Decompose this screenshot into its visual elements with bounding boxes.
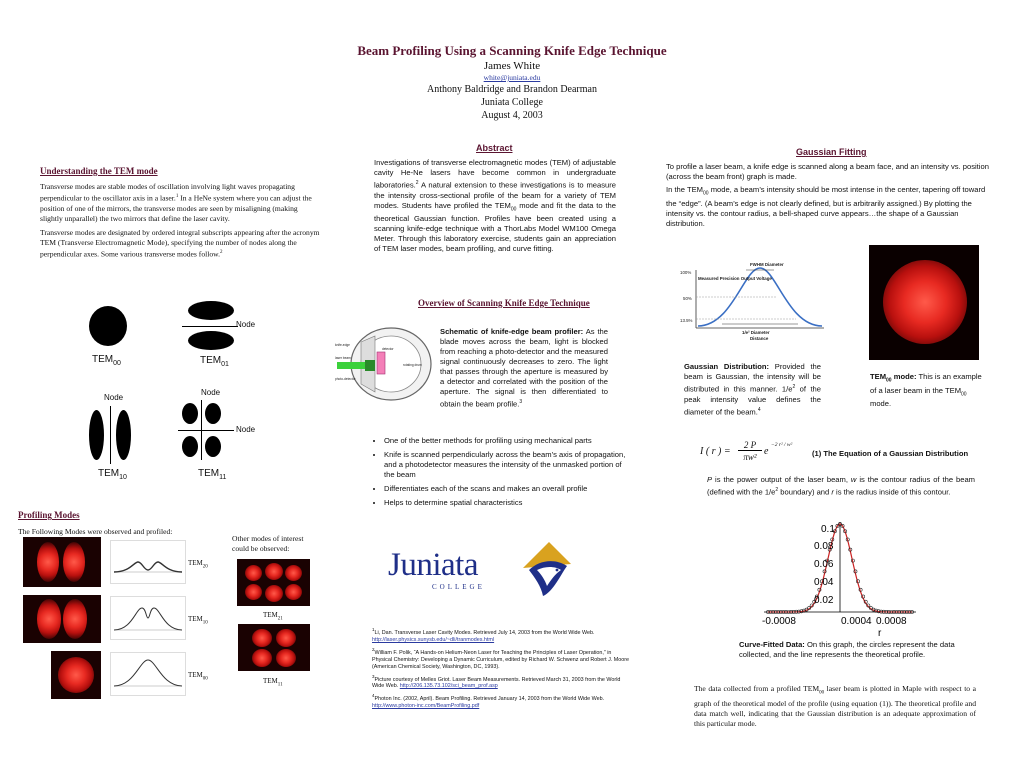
tem-section-body <box>40 182 320 259</box>
fit-y-tick-label: 0.08 <box>814 541 834 552</box>
abstract-heading: Abstract <box>476 143 513 153</box>
tem10-profile-label: $TEM_{10}$ <box>188 615 208 626</box>
tem10-lobe-left <box>89 410 104 460</box>
fit-y-tick-label: 0.1 <box>821 524 835 535</box>
tem-para2: Transverse modes are designated by ordered integral subscripts appearing after the acronym TEM (Transverse Electromagnetic Mode), specifying the number of nodes along the perpendicular axes. Some various transverse modes follow. <box>40 227 320 259</box>
juniata-logo-text: Juniata <box>388 547 478 583</box>
coauthors: Anthony Baldridge and Brandon Dearman <box>427 84 597 95</box>
abstract-body: Investigations of transverse electromagnetic modes (TEM) of adjustable cavity He-Ne lasers have become common in undergraduate laboratories.$^2$ A natural extension to these investigations is to measure the intensity cross-sectional profile of the beam for a variety of TEM modes. Students have profiled the $TEM_{00}$ mode and fit the data to the theoretical Gaussian function. Profiles have been created using a scanning knife-edge technique with a ThorLabs Model WM100 Omega Meter. Through this laboratory exercise, students gain an appreciation of TEM laser modes, beam profiling, and curve fitting. <box>374 158 616 254</box>
fwhm-label: FWHM Diameter <box>750 262 784 267</box>
pct-100-label: 100% <box>680 270 692 275</box>
tem20-profile-plot <box>110 540 186 584</box>
references-list <box>372 626 630 710</box>
institution: Juniata College <box>481 97 543 108</box>
gaussian-body <box>666 162 996 229</box>
fit-x-axis-label: r <box>878 628 882 638</box>
tem10-node-label: Node <box>104 393 124 402</box>
equation-label: (1) The Equation of a Gaussian Distribution <box>812 449 969 458</box>
fit-y-tick-label: 0.04 <box>814 577 834 588</box>
tem01-label: $TEM_{01}$ <box>200 355 229 368</box>
reference-item: $^2$William F. Polik, “A Hands-on Helium-Neon Laser for Teaching the Principles of Laser Operation,” in Physical Chemistry: Developing a Dynamic Curriculum, edited by Richard W. Schwenz and Robert J. Moore (American Chemical Society, Washington, DC, 1993). <box>372 646 630 670</box>
overview-heading: Overview of Scanning Knife Edge Technique <box>418 298 590 308</box>
bullet-item: • Knife is scanned perpendicularly across the beam’s axis of propagation, and a photodetector measures the intensity of the unmasked portion of the beam <box>384 450 628 480</box>
fit-x-tick-label: 0.0008 <box>876 616 907 627</box>
tem-para1-ref: 1 <box>175 194 179 199</box>
poster-date: August 4, 2003 <box>481 110 543 121</box>
other-modes-label: Other modes of interest could be observed: <box>232 534 304 553</box>
gaussian-para2: In the $TEM_{00}$ mode, a beam’s intensity should be most intense in the center, tapering off toward the “edge”. (A beam’s edge is not clearly defined, but is arbitrarily assigned.) By plotting the intensity vs. the contour radius, a bell-shaped curve appears…the shape of a Gaussian distribution. <box>666 185 986 228</box>
gaussian-para1: To profile a laser beam, a knife edge is scanned along a beam face, and an intensity vs. position (across the beam front) graph is made. <box>666 162 989 181</box>
gaussian-heading: Gaussian Fitting <box>796 147 867 157</box>
knife-edge-schematic <box>335 322 435 404</box>
tem00-beam-image <box>51 651 101 699</box>
reference-link[interactable]: http://206.135.73.102/sci_beam_prof.asp <box>399 683 498 690</box>
profiling-heading: Profiling Modes <box>18 510 80 520</box>
reference-link[interactable]: http://laser.physics.sunysb.edu/~dli/tranmodes.html <box>372 636 495 643</box>
fit-x-tick-label: 0.0004 <box>841 616 872 627</box>
tem10-profile-plot <box>110 596 186 640</box>
poster-title: Beam Profiling Using a Scanning Knife Edge Technique <box>357 43 667 58</box>
bullet-item: • Helps to determine spatial characteristics <box>384 498 628 508</box>
tem10-node-line <box>110 406 111 464</box>
pct-50-label: 50% <box>683 296 692 301</box>
juniata-logo-subtext: COLLEGE <box>432 583 485 591</box>
profiling-intro: The Following Modes were observed and profiled: <box>18 527 173 536</box>
bullet-item: • One of the better methods for profiling using mechanical parts <box>384 436 628 446</box>
tem11-other-label: $TEM_{11}$ <box>263 677 283 688</box>
poster-header <box>262 43 762 122</box>
distance-label: Distance <box>750 336 769 341</box>
tem-para2-ref: 2 <box>220 249 223 255</box>
author-email-link[interactable]: white@juniata.edu <box>483 73 541 82</box>
tem21-label: $TEM_{21}$ <box>263 611 283 622</box>
gaussian-distribution-caption: Gaussian Distribution: Provided the beam is Gaussian, the intensity will be distributed in this manner. $1/e^2$ of the peak intensity value defines the diameter of the beam.$^4$ <box>684 362 822 417</box>
tem-para1-b: In a HeNe system where you can adjust the position of one of the mirrors, the transverse modes are seen by misaligning (making slightly unparallel) the two mirrors that define the laser cavity. <box>40 193 312 223</box>
label-detector: detector <box>382 347 394 351</box>
tem11-node-label-top: Node <box>201 388 221 397</box>
tem10-lobe-right <box>116 410 131 460</box>
fit-y-tick-label: 0.02 <box>814 595 834 606</box>
tem11-beam-image <box>238 624 310 671</box>
tem11-lobe-2 <box>205 403 221 424</box>
schematic-caption: Schematic of knife-edge beam profiler: As the blade moves across the beam, light is blocked from reaching a photo-detector and the measured signal continuously decreases to zero. The light that passes through the aperture is measured by a detector and correlated with the position of the aperture. The signal is then differentiated to obtain the beam profile.$^3$ <box>440 327 608 409</box>
tem-para1: Transverse modes are stable modes of oscillation involving light waves propagating perpendicular to the oscillator axis in a laser. <box>40 182 295 203</box>
reference-link[interactable]: http://www.photon-inc.com/BeamProfiling.pdf <box>372 703 480 710</box>
tem00-profile-plot <box>110 652 186 696</box>
reference-item: $^4$Photon Inc. (2002, April). Beam Profiling. Retrieved January 14, 2003 from the World Wide Web. http://www.photon-inc.com/BeamProfiling.pdf <box>372 693 605 710</box>
tem00-mode-caption: $TEM_{00}$ mode: This is an example of a laser beam in the $TEM_{00}$ mode. <box>870 372 982 409</box>
fit-x-tick-label: -0.0008 <box>762 616 796 627</box>
tem20-label: $TEM_{20}$ <box>188 559 208 570</box>
tem-mode-diagram <box>80 296 280 486</box>
pct-13-label: 13.5% <box>680 318 693 323</box>
tem11-node-label-right: Node <box>236 425 256 434</box>
equation-description: P is the power output of the laser beam, w is the contour radius of the beam (defined with the $1/e^2$ boundary) and r is the radius inside of this contour. <box>707 475 975 497</box>
tem11-node-hline <box>178 430 234 431</box>
fit-y-tick-label: 0.06 <box>814 559 834 570</box>
tem00-label: $TEM_{00}$ <box>92 354 121 367</box>
measured-voltage-label: Measured Precision Output Voltage <box>698 276 772 281</box>
eagle-logo-icon <box>521 540 573 598</box>
label-photo-detector: photo-detector <box>335 377 356 381</box>
tem01-node-label: Node <box>236 320 256 329</box>
tem10-beam-image <box>23 595 101 643</box>
tem00-laser-photo <box>869 245 979 360</box>
tem11-lobe-1 <box>182 403 198 424</box>
curve-fit-caption: Curve-Fitted Data: On this graph, the circles represent the data collected, and the line represents the theoretical profile. <box>739 640 955 659</box>
tem20-beam-image <box>23 537 101 587</box>
tem11-lobe-4 <box>205 436 221 457</box>
label-laser-beam: laser beam <box>335 356 351 360</box>
tem-section-heading: Understanding the TEM mode <box>40 166 158 176</box>
tem21-beam-image <box>237 559 310 606</box>
label-knife-edge: knife-edge <box>335 343 350 347</box>
tem11-lobe-3 <box>182 436 198 457</box>
bullet-item: • Differentiates each of the scans and makes an overall profile <box>384 484 628 494</box>
author-name: James White <box>483 60 541 72</box>
reference-item: $^3$Picture courtesy of Melles Griot. Laser Beam Measurements. Retrieved March 31, 2003 from the World Wide Web. http://206.135.73.102/sci_beam_prof.asp <box>372 673 621 690</box>
tem01-lobe-bottom <box>188 331 234 350</box>
overview-bullets <box>372 436 628 512</box>
e2-diameter-label: 1/e² Diameter <box>742 330 770 335</box>
reference-item: $^1$Li, Dan. Transverse Laser Cavity Modes. Retrieved July 14, 2003 from the World Wide Web. http://laser.physics.sunysb.edu/~dli/tranmodes.html <box>372 627 595 643</box>
tem00-spot <box>89 306 127 346</box>
gaussian-diagram <box>676 260 826 346</box>
gaussian-equation: I ( r ) = 2 P πw² e −2 r² / w² <box>700 440 793 462</box>
tem10-label: $TEM_{10}$ <box>98 468 127 481</box>
tem11-label: $TEM_{11}$ <box>198 468 227 481</box>
tem00-profile-label: $TEM_{00}$ <box>188 671 208 682</box>
label-rotating-drum: rotating drum <box>403 363 422 367</box>
final-conclusion: The data collected from a profiled $TEM_{00}$ laser beam is plotted in Maple with respect to a graph of the theoretical model of the profile (using equation (1)). The theoretical profile and data match well, indicating that the Gaussian distribution is an adequate approximation of this particular mode. <box>694 684 977 728</box>
tem01-lobe-top <box>188 301 234 320</box>
tem01-node-line <box>182 326 238 327</box>
curve-fit-chart <box>760 518 920 638</box>
